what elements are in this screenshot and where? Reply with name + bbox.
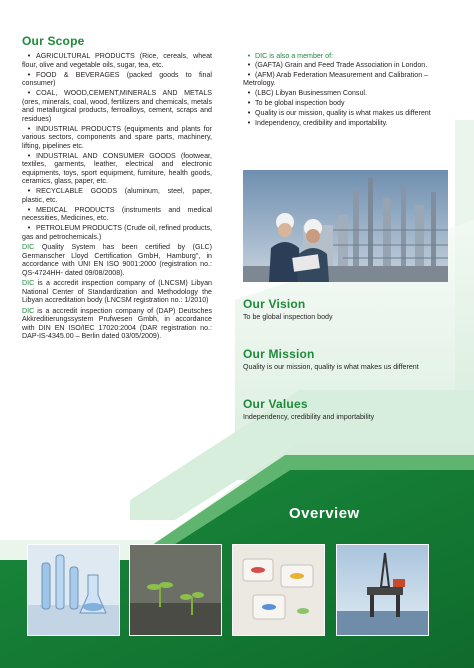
list-item: • MEDICAL PRODUCTS (instruments and medical necessities, Medicines, etc. (22, 205, 212, 222)
list-item: • Independency, credibility and importability. (247, 119, 388, 127)
accreditation-paragraph: DIC is a accredit inspection company of (LNCSM) Libyan National Center of Standardization and Methodology the Libyan accreditation body (LNCSM registration no.: 1/2010) (22, 279, 212, 304)
list-item: • FOOD & BEVERAGES (packed goods to final consumer) (22, 70, 212, 87)
list-item: • Quality is our mission, quality is what makes us different (247, 109, 431, 117)
values-title: Our Values (243, 397, 308, 411)
refinery-engineers-photo (243, 170, 448, 282)
accreditation-paragraph: DIC is a accredit inspection company of (DAP) Deutsches Akkreditierungssystem Prufwesen Gmbh, in accordance with DIN EN ISO/IEC 17020:2004 (DAR registration no.: DAP-IS-4345.00 – Berlin dated 03/05/2009). (22, 306, 212, 340)
vision-title: Our Vision (243, 297, 306, 311)
vision-section (243, 297, 448, 322)
list-item: • (AFM) Arab Federation Measurement and Calibration – Metrology. (243, 70, 429, 87)
oil-rig-photo (336, 544, 429, 636)
list-item: • (GAFTA) Grain and Feed Trade Association in London. (247, 60, 428, 69)
mission-text: Quality is our mission, quality is what makes us different (243, 363, 419, 371)
list-item: • COAL, WOOD,CEMENT,MINERALS AND METALS (ores, minerals, coal, wood, fertilizers and chemicals, metals and metallurgical products, ferroalloys, cement, scraps and residues) (22, 89, 212, 123)
values-text: Independency, credibility and importability (243, 413, 375, 421)
membership-section (243, 52, 448, 129)
list-item: • (LBC) Libyan Businessmen Consul. (247, 89, 367, 97)
membership-list (243, 61, 448, 128)
values-section (243, 397, 448, 422)
list-item: • To be global inspection body (247, 99, 345, 107)
scope-title: Our Scope (22, 34, 85, 48)
membership-heading: • DIC is also a member of: (247, 52, 334, 60)
list-item: • RECYCLABLE GOODS (aluminum, steel, paper, plastic, etc. (22, 187, 212, 204)
list-item: • AGRICULTURAL PRODUCTS (Rice, cereals, wheat flour, olive and vegetable oils, sugar, tea, etc. (22, 52, 212, 69)
scope-section (22, 34, 212, 341)
scope-list (22, 52, 212, 241)
mission-title: Our Mission (243, 347, 315, 361)
seedling-photo (129, 544, 222, 636)
pills-photo (232, 544, 325, 636)
list-item: • INDUSTRIAL PRODUCTS (equipments and plants for various sectors, components and spare parts, machinery, lifting, pipelines etc. (22, 124, 212, 150)
mission-section (243, 347, 448, 372)
laboratory-photo (27, 544, 120, 636)
vision-text: To be global inspection body (243, 313, 333, 321)
list-item: • PETROLEUM PRODUCTS (Crude oil, refined products, gas and petrochemicals.) (22, 224, 212, 241)
overview-title: Overview (289, 505, 360, 522)
list-item: • INDUSTRIAL AND CONSUMER GOODS (footwear, textiles, garments, leather, electrical and electronic equipments, toys, sport equipment, furniture, health goods, ceramics, glass, paper, etc. (22, 151, 212, 185)
certification-paragraph: DIC Quality System has been certified by (GLC) Germanscher Lloyd Certification GmbH, Hamburg", in accordance with UNI EN ISO 9001:2000 (registration no.: QS-4724HH- dated 09/08/2008). (22, 243, 212, 277)
